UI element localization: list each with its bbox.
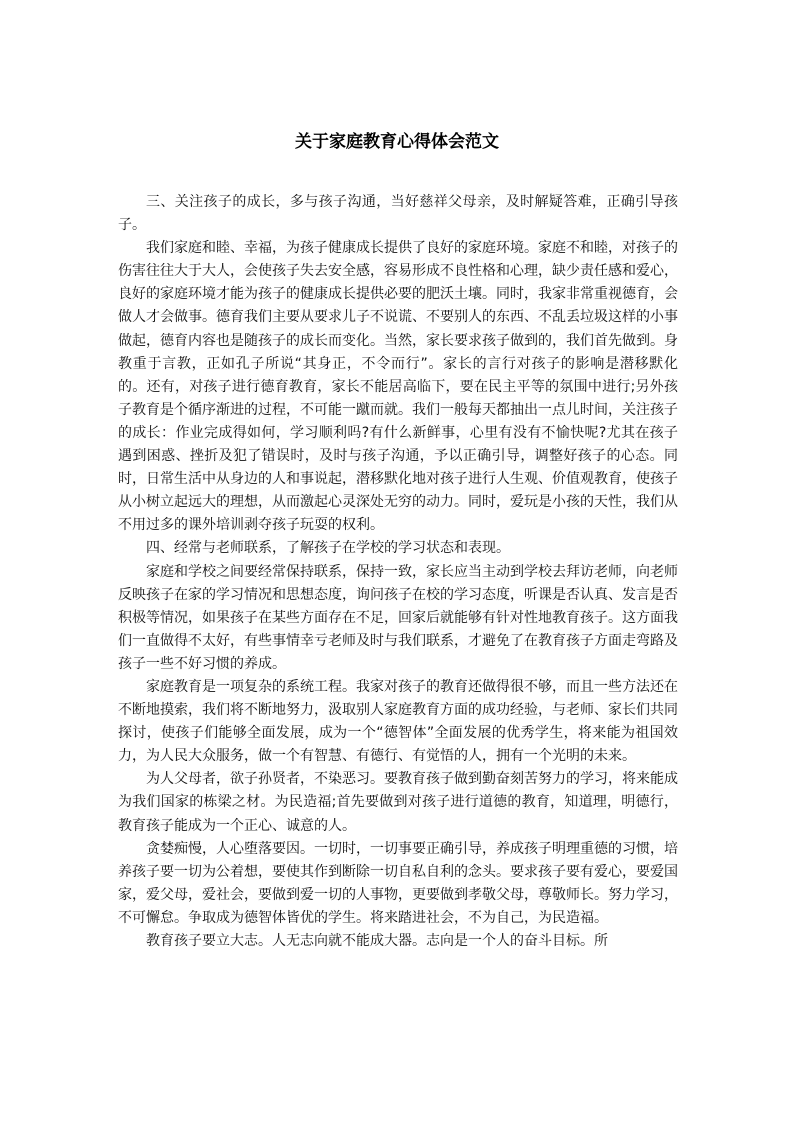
- paragraph: 贪婪痴慢，人心堕落要因。一切时，一切事要正确引导，养成孩子明理重德的习惯，培养孩子要一切为公着想，要使其作到断除一切自私自利的念头。要求孩子要有爱心，要爱国家，爱父母，爱社会，要做到爱一切的人事物，更要做到孝敬父母，尊敬师长。努力学习，不可懈怠。争取成为德智体皆优的学生。将来踏进社会，不为自己，为民造福。: [118, 840, 678, 926]
- paragraph: 我们家庭和睦、幸福，为孩子健康成长提供了良好的家庭环境。家庭不和睦，对孩子的伤害往往大于大人，会使孩子失去安全感，容易形成不良性格和心理，缺少责任感和爱心，良好的家庭环境才能为孩子的健康成长提供必要的肥沃土壤。同时，我家非常重视德育，会做人才会做事。德育我们主要从要求儿子不说谎、不要别人的东西、不乱丢垃圾这样的小事做起，德育内容也是随孩子的成长而变化。当然，家长要求孩子做到的，我们首先做到。身教重于言教，正如孔子所说“其身正，不令而行”。家长的言行对孩子的影响是潜移默化的。还有，对孩子进行德育教育，家长不能居高临下，要在民主平等的氛围中进行;另外孩子教育是个循序渐进的过程，不可能一蹴而就。我们一般每天都抽出一点儿时间，关注孩子的成长：作业完成得如何，学习顺利吗?有什么新鲜事，心里有没有不愉快呢?尤其在孩子遇到困惑、挫折及犯了错误时，及时与孩子沟通，予以正确引导，调整好孩子的心态。同时，日常生活中从身边的人和事说起，潜移默化地对孩子进行人生观、价值观教育，使孩子从小树立起远大的理想，从而激起心灵深处无穷的动力。同时，爱玩是小孩的天性，我们从不用过多的课外培训剥夺孩子玩耍的权利。: [118, 240, 678, 534]
- document-title: 关于家庭教育心得体会范文: [295, 132, 499, 152]
- paragraph: 家庭教育是一项复杂的系统工程。我家对孩子的教育还做得很不够，而且一些方法还在不断地摸索，我们将不断地努力，汲取别人家庭教育方面的成功经验，与老师、家长们共同探讨，使孩子们能够全面发展，成为一个“德智体”全面发展的优秀学生，将来能为祖国效力，为人民大众服务，做一个有智慧、有德行、有觉悟的人，拥有一个光明的未来。: [118, 678, 678, 765]
- paragraph: 为人父母者，欲子孙贤者，不染恶习。要教育孩子做到勤奋刻苦努力的学习，将来能成为我们国家的栋梁之材。为民造福;首先要做到对孩子进行道德的教育，知道理，明德行，教育孩子能成为一个正心、诚意的人。: [118, 771, 678, 834]
- paragraph: 教育孩子要立大志。人无志向就不能成大器。志向是一个人的奋斗目标。所: [146, 933, 608, 949]
- document-body: [118, 191, 678, 953]
- paragraph: 家庭和学校之间要经常保持联系，保持一致，家长应当主动到学校去拜访老师，向老师反映孩子在家的学习情况和思想态度，询问孩子在校的学习态度，听课是否认真、发言是否积极等情况，如果孩子在某些方面存在不足，回家后就能够有针对性地教育孩子。这方面我们一直做得不太好，有些事情幸亏老师及时与我们联系，才避免了在教育孩子方面走弯路及孩子一些不好习惯的养成。: [118, 563, 678, 672]
- paragraph: 三、关注孩子的成长，多与孩子沟通，当好慈祥父母亲，及时解疑答难，正确引导孩子。: [118, 194, 678, 234]
- paragraph: 四、经常与老师联系，了解孩子在学校的学习状态和表现。: [146, 540, 510, 557]
